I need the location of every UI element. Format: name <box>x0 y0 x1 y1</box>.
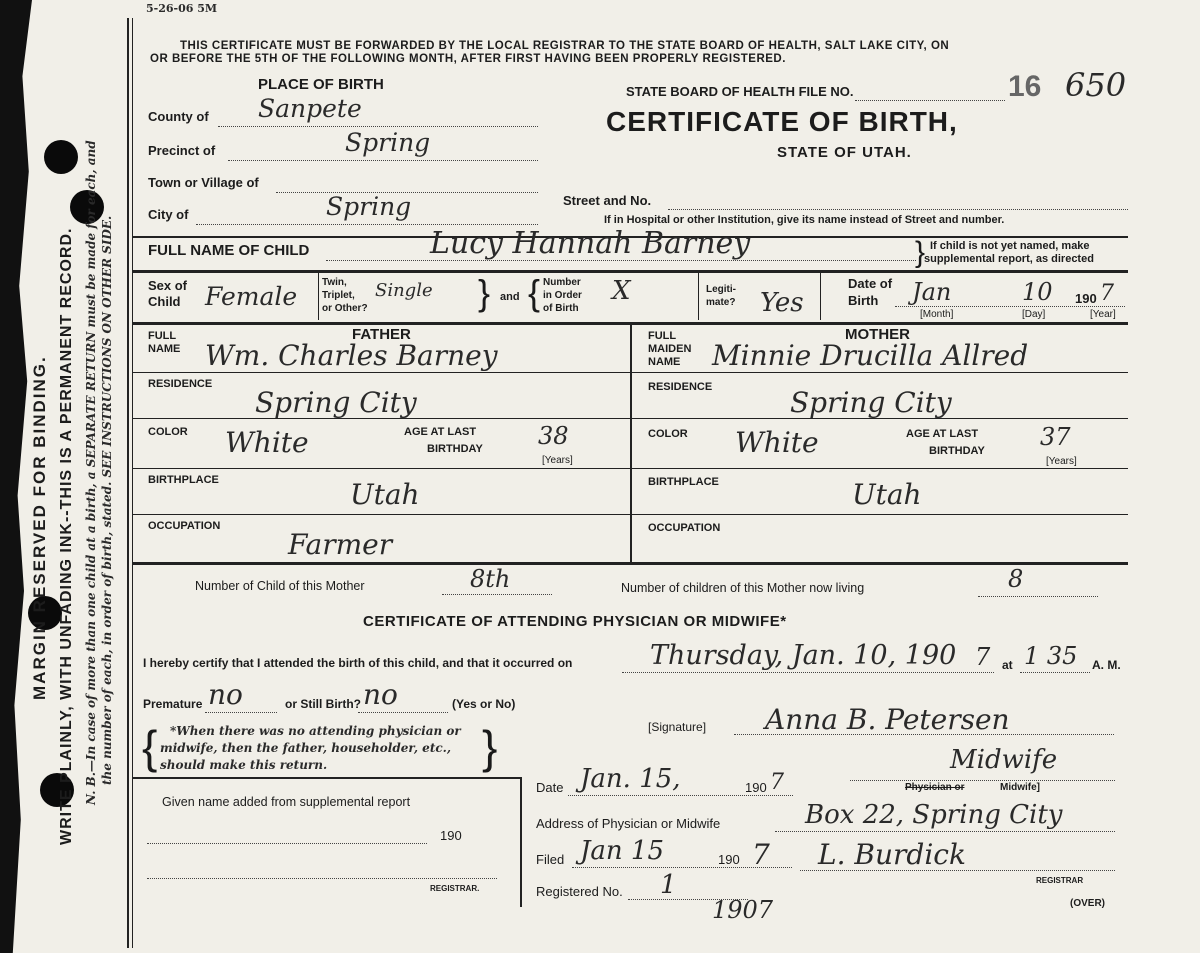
father-name-value: Wm. Charles Barney <box>205 339 498 372</box>
father-birthplace-label: BIRTHPLACE <box>148 474 219 486</box>
father-age-label-2: BIRTHDAY <box>427 443 483 455</box>
registrar-signature: L. Burdick <box>818 838 966 871</box>
address-line <box>775 831 1115 832</box>
registered-value: 1 <box>660 870 677 900</box>
living-value: 8 <box>1008 565 1024 593</box>
twin-label-1: Twin, <box>322 277 347 288</box>
file-no-printed: 16 <box>1008 70 1042 103</box>
order-label-1: Number <box>543 277 581 288</box>
mother-age-value: 37 <box>1040 423 1071 451</box>
county-line <box>218 126 538 127</box>
supplemental-line <box>147 843 427 844</box>
filed-value: Jan 15 <box>580 836 665 866</box>
role-caption: Midwife] <box>1000 782 1040 793</box>
twin-value: Single <box>375 280 433 301</box>
parents-divider <box>630 322 632 562</box>
signature-label: [Signature] <box>648 720 707 734</box>
stillbirth-line <box>358 712 448 713</box>
sex-label-1: Sex of <box>148 278 188 293</box>
supplemental-registrar: REGISTRAR. <box>430 884 480 893</box>
mother-maiden-label: MAIDEN <box>648 343 692 355</box>
divider <box>820 272 821 320</box>
am-label: A. M. <box>1092 658 1121 672</box>
punch-hole <box>44 140 78 174</box>
role-line <box>850 780 1115 781</box>
margin-line <box>127 18 129 948</box>
note-line1: *When there was no attending physician or <box>170 724 461 738</box>
occurred-line <box>622 672 994 673</box>
stillbirth-label: or Still Birth? <box>285 697 361 711</box>
month-caption: [Month] <box>920 309 954 320</box>
living-label: Number of children of this Mother now living <box>621 581 865 595</box>
father-years-caption: [Years] <box>542 455 573 466</box>
brace: } <box>478 272 491 313</box>
father-heading: FATHER <box>352 326 411 343</box>
premature-value: no <box>208 678 243 711</box>
date-value: Jan. 15, <box>580 764 681 794</box>
registrar-caption: REGISTRAR <box>1036 876 1084 885</box>
father-name-label: NAME <box>148 343 181 355</box>
birth-year-printed: 190 <box>1075 291 1097 306</box>
divider <box>318 272 319 320</box>
mother-birthplace-label: BIRTHPLACE <box>648 476 719 488</box>
hospital-note: If in Hospital or other Institution, give its name instead of Street and number. <box>604 214 1005 226</box>
registrar-line <box>800 870 1115 871</box>
mother-full-label: FULL <box>648 330 677 342</box>
premature-line <box>205 712 277 713</box>
instructions-line2: OR BEFORE THE 5TH OF THE FOLLOWING MONTH, AFTER FIRST HAVING BEEN PROPERLY REGISTERED. <box>150 53 786 65</box>
brace: { <box>528 272 541 313</box>
mother-occupation-label: OCCUPATION <box>648 522 721 534</box>
sex-value: Female <box>205 282 298 311</box>
binding-margin-text: MARGIN RESERVED FOR BINDING. <box>30 355 49 700</box>
legit-label-1: Legiti- <box>706 284 736 295</box>
mother-residence-label: RESIDENCE <box>648 381 713 393</box>
supplemental-title: Given name added from supplemental report <box>162 795 411 809</box>
father-age-label-1: AGE AT LAST <box>404 426 477 438</box>
filed-label: Filed <box>536 852 565 867</box>
unnamed-note-2: supplemental report, as directed <box>924 253 1094 265</box>
certificate-title: CERTIFICATE OF BIRTH, <box>606 106 958 137</box>
row-line <box>630 418 1128 419</box>
note-line3: should make this return. <box>160 758 328 772</box>
row-line <box>630 514 1128 515</box>
brace: } <box>482 721 498 773</box>
legit-value: Yes <box>760 288 804 318</box>
brace: } <box>915 236 926 269</box>
precinct-value: Spring <box>345 128 431 157</box>
precinct-label: Precinct of <box>148 143 216 158</box>
father-occupation-value: Farmer <box>288 528 393 561</box>
mother-age-label-1: AGE AT LAST <box>906 428 979 440</box>
date-label: Date <box>536 780 564 795</box>
yes-no-label: (Yes or No) <box>452 697 516 711</box>
town-label: Town or Village of <box>148 175 259 190</box>
supplemental-line-2 <box>147 878 497 879</box>
child-number-line <box>442 594 552 595</box>
nb-note-line2: the number of each, in order of birth, stated. SEE INSTRUCTIONS ON OTHER SIDE. <box>100 215 114 785</box>
filed-year: 190 <box>718 852 740 867</box>
birth-year-written: 7 <box>1100 281 1114 306</box>
mother-birthplace-value: Utah <box>852 478 922 511</box>
county-label: County of <box>148 109 209 124</box>
birth-day-value: 10 <box>1022 278 1053 306</box>
sex-label-2: Child <box>148 294 181 309</box>
supplemental-top <box>133 777 521 779</box>
date-year: 190 <box>745 780 767 795</box>
form-code: 5-26-06 5M <box>146 2 218 15</box>
city-label: City of <box>148 207 189 222</box>
day-caption: [Day] <box>1022 309 1046 320</box>
mother-heading: MOTHER <box>845 326 910 343</box>
role-caption-struck: Physician or <box>905 782 965 793</box>
child-name-value: Lucy Hannah Barney <box>430 226 751 261</box>
order-label-3: of Birth <box>543 303 579 314</box>
father-age-value: 38 <box>538 422 569 450</box>
row-line <box>630 468 1128 469</box>
stillbirth-value: no <box>363 678 398 711</box>
county-value: Sanpete <box>258 94 362 123</box>
attending-heading: CERTIFICATE OF ATTENDING PHYSICIAN OR MIDWIFE* <box>363 613 787 630</box>
time-line <box>1020 672 1090 673</box>
note-line2: midwife, then the father, householder, etc., <box>160 741 452 755</box>
father-color-label: COLOR <box>148 426 188 438</box>
city-value: Spring <box>326 192 412 221</box>
nb-note-line1: N. B.—In case of more than one child at a birth, a SEPARATE RETURN must be made for each, and <box>84 140 98 805</box>
registered-label: Registered No. <box>536 884 623 899</box>
row-line <box>133 514 630 515</box>
date-label-1: Date of <box>848 276 893 291</box>
father-birthplace-value: Utah <box>350 478 420 511</box>
legit-label-2: mate? <box>706 297 736 308</box>
torn-edge <box>0 0 32 953</box>
child-name-label: FULL NAME OF CHILD <box>148 242 310 259</box>
certify-text: I hereby certify that I attended the birth of this child, and that it occurred on <box>143 656 573 670</box>
child-number-label: Number of Child of this Mother <box>195 579 365 593</box>
city-line <box>196 224 538 225</box>
row-line <box>133 372 630 373</box>
address-value: Box 22, Spring City <box>805 800 1063 830</box>
mother-years-caption: [Years] <box>1046 456 1077 467</box>
signature-value: Anna B. Petersen <box>765 703 1010 736</box>
date-line <box>895 306 1125 307</box>
order-value: X <box>612 276 631 306</box>
occurred-year-written: 7 <box>975 643 991 671</box>
row-line <box>630 372 1128 373</box>
time-value: 1 35 <box>1024 642 1078 670</box>
margin-line-inner <box>132 18 133 948</box>
row-line <box>133 418 630 419</box>
mother-name-value: Minnie Drucilla Allred <box>712 339 1029 372</box>
row-line <box>133 468 630 469</box>
date-year-written: 7 <box>770 770 784 795</box>
date-line <box>568 795 793 796</box>
mother-residence-value: Spring City <box>790 386 952 419</box>
divider <box>698 272 699 320</box>
birth-month-value: Jan <box>912 278 952 306</box>
street-line <box>668 209 1128 210</box>
over-label: (OVER) <box>1070 898 1105 909</box>
supplemental-year: 190 <box>440 828 462 843</box>
child-number-value: 8th <box>470 565 511 593</box>
address-label: Address of Physician or Midwife <box>536 816 721 831</box>
year-caption: [Year] <box>1090 309 1116 320</box>
father-color-value: White <box>225 426 309 459</box>
date-label-2: Birth <box>848 293 879 308</box>
filed-year-written: 7 <box>752 838 770 871</box>
file-no-written: 650 <box>1065 66 1127 104</box>
father-full-label: FULL <box>148 330 177 342</box>
file-no-label: STATE BOARD OF HEALTH FILE NO. <box>626 84 854 99</box>
occurred-value: Thursday, Jan. 10, 190 <box>650 640 957 671</box>
and-label: and <box>500 291 520 303</box>
brace: { <box>142 721 158 773</box>
at-label: at <box>1002 658 1013 672</box>
mother-age-label-2: BIRTHDAY <box>929 445 985 457</box>
year-note: 1907 <box>712 896 774 924</box>
unnamed-note-1: If child is not yet named, make <box>930 240 1090 252</box>
street-label: Street and No. <box>563 193 652 208</box>
twin-label-3: or Other? <box>322 303 368 314</box>
father-residence-label: RESIDENCE <box>148 378 213 390</box>
child-row-top <box>133 270 1128 273</box>
precinct-line <box>228 160 538 161</box>
role-value: Midwife <box>950 745 1058 775</box>
mother-name-label: NAME <box>648 356 681 368</box>
parents-bottom <box>133 562 1128 565</box>
instructions-line1: THIS CERTIFICATE MUST BE FORWARDED BY THE LOCAL REGISTRAR TO THE STATE BOARD OF HEALTH, SALT LAKE CITY, ON <box>180 40 950 52</box>
living-line <box>978 596 1098 597</box>
supplemental-right <box>520 777 522 907</box>
certificate-subtitle: STATE OF UTAH. <box>777 144 912 161</box>
place-of-birth-heading: PLACE OF BIRTH <box>258 76 384 93</box>
twin-label-2: Triplet, <box>322 290 355 301</box>
father-residence-value: Spring City <box>255 386 417 419</box>
father-occupation-label: OCCUPATION <box>148 520 221 532</box>
premature-label: Premature <box>143 697 203 711</box>
permanent-ink-text: WRITE PLAINLY, WITH UNFADING INK--THIS IS A PERMANENT RECORD. <box>58 227 75 845</box>
mother-color-value: White <box>735 426 819 459</box>
order-label-2: in Order <box>543 290 582 301</box>
mother-color-label: COLOR <box>648 428 688 440</box>
file-no-line <box>855 100 1005 101</box>
